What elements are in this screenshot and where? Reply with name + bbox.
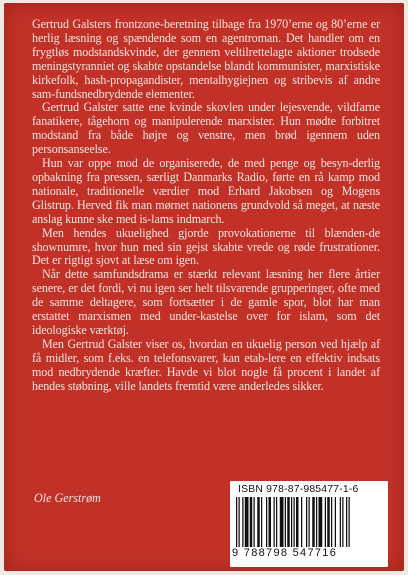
blurb-paragraph-2: Gertrud Galster satte ene kvinde skovlen under lejesvende, vildfarne fanatikere, tågehorn og manipulerende marxister. Hun mødte forbitret modstand fra både højre og venstre, men brød igennem uden personsanseelse.	[32, 100, 380, 157]
blurb-paragraph-3: Hun var oppe mod de organiserede, de med penge og besyn-derlig opbakning fra pressen, særligt Danmarks Radio, førte en rå kamp mod nationale, traditionelle værdier mod Erhard Jakobsen og Mogens Glistrup. Herved fik man mørnet nationens grundvold så meget, at næste anslag kunne ske med is-lams indmarch.	[32, 156, 380, 226]
barcode-icon	[236, 497, 382, 547]
isbn-number: ISBN 978-87-985477-1-6	[238, 484, 359, 495]
author-signature: Ole Gerstrøm	[34, 491, 101, 505]
blurb-paragraph-6: Men Gertrud Galster viser os, hvordan en ukuelig person ved hjælp af få midler, som f.eks. en telefonsvarer, kan etab-lere en effektiv indsats mod nedbrydende kræfter. Havde vi blot nogle få procent i landet af hendes støbning, ville landets fremtid være anderledes sikker.	[32, 336, 380, 393]
blurb-paragraph-5: Når dette samfundsdrama er stærkt relevant læsning her flere årtier senere, er det fordi, vi nu igen ser helt tilsvarende grupperinger, ofte med de samme deltagere, som fortsætter i de gamle spor, blot har man erstattet marxismen med under-kastelse over for islam, som det ideologiske værktøj.	[32, 267, 380, 337]
blurb-text	[32, 18, 380, 393]
blurb-paragraph-1: Gertrud Galsters frontzone-beretning tilbage fra 1970’erne og 80’erne er herlig læsning og spændende som en agentroman. Det handler om en frygtløs modstandskvinde, der gennem veltilrettelagte aktioner trodsede meningstyranniet og skabte opstandelse blandt kommunister, marxistiske kirkefolk, hash-propagandister, mentalhygiejnen og stribevis af andre sam-fundsnedbrydende elementer.	[32, 17, 380, 101]
barcode-digits: 9 788798 547716	[232, 547, 338, 559]
blurb-paragraph-4: Men hendes ukuelighed gjorde provokationerne til blænden-de shownumre, hvor hun med sin gejst skabte vrede og røde frustrationer. Det er rigtigt sjovt at læse om igen.	[32, 225, 380, 268]
isbn-barcode-label	[230, 481, 388, 567]
book-back-cover	[4, 3, 404, 571]
